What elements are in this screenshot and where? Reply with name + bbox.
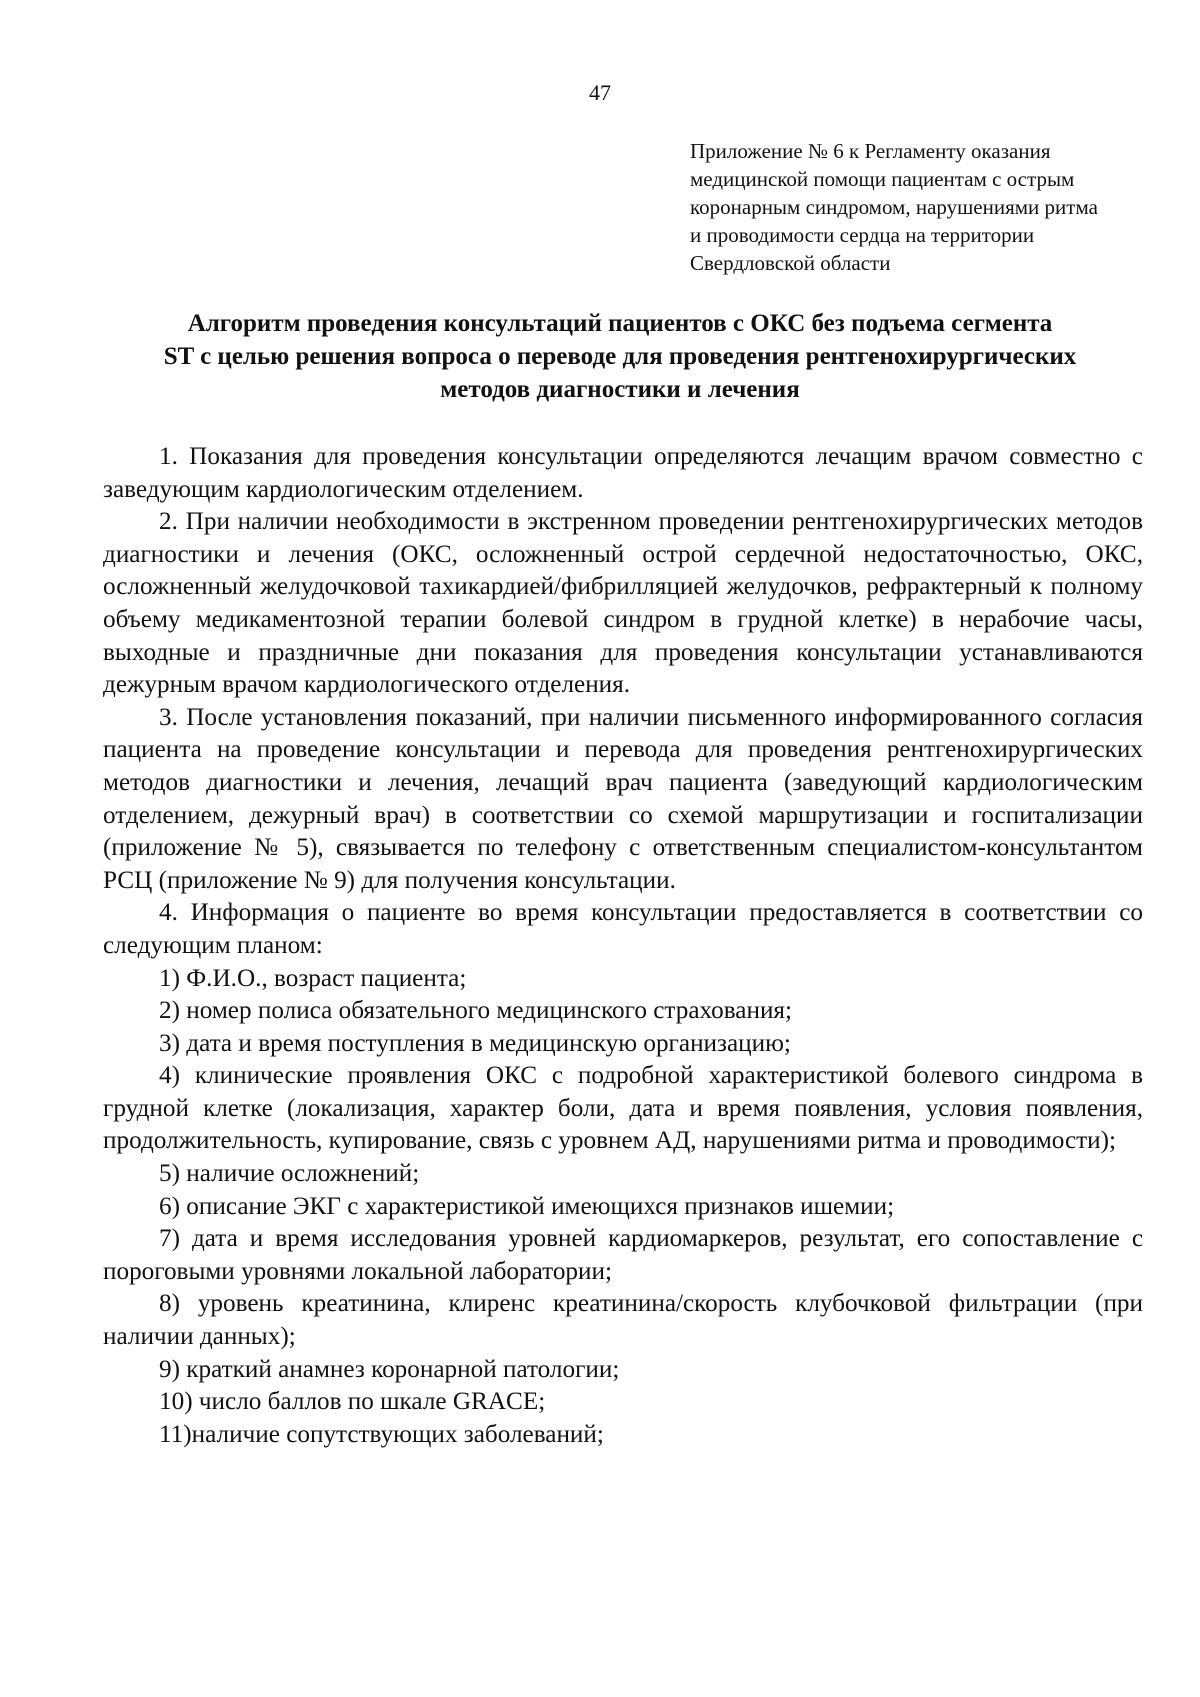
paragraph-3: 3. После установления показаний, при наличии письменного информированного согласия пациента на проведение консультации и перевода для проведения рентгенохирургических методов диагностики и лечения, лечащий врач пациента (заведующий кардиологическим отделением, дежурный врач) в соответствии со схемой маршрутизации и госпитализации (приложение № 5), связывается по телефону с ответственным специалистом-консультантом РСЦ (приложение № 9) для получения консультации.: [103, 703, 1143, 894]
appendix-note-line: и проводимости сердца на территории: [690, 223, 1035, 247]
plan-item-8: 8) уровень креатинина, клиренс креатинина/скорость клубочковой фильтрации (при наличии данных);: [103, 1290, 1143, 1351]
plan-item-4: 4) клинические проявления ОКС с подробной характеристикой болевого синдрома в грудной клетке (локализация, характер боли, дата и время появления, условия появления, продолжительность, купирование, связь с уровнем АД, нарушениями ритма и проводимости);: [103, 1062, 1143, 1155]
document-title-line: Алгоритм проведения консультаций пациентов с ОКС без подъема сегмента: [187, 310, 1053, 337]
plan-item-5: 5) наличие осложнений;: [159, 1160, 420, 1188]
plan-item-6: 6) описание ЭКГ с характеристикой имеющихся признаков ишемии;: [159, 1192, 895, 1220]
appendix-note-line: Приложение № 6 к Регламенту оказания: [690, 139, 1051, 163]
document-body: [103, 441, 1143, 1451]
plan-item-9: 9) краткий анамнез коронарной патологии;: [159, 1355, 620, 1383]
page-number: 47: [589, 80, 611, 105]
document-title-line: ST с целью решения вопроса о переводе для проведения рентгенохирургических: [163, 343, 1077, 370]
appendix-note-line: коронарным синдромом, нарушениями ритма: [690, 195, 1098, 219]
paragraph-4: 4. Информация о пациенте во время консультации предоставляется в соответствии со следующим планом:: [103, 899, 1143, 959]
plan-item-11: 11)наличие сопутствующих заболеваний;: [159, 1420, 604, 1448]
paragraph-2: 2. При наличии необходимости в экстренном проведении рентгенохирургических методов диагностики и лечения (ОКС, осложненный острой сердечной недостаточностью, ОКС, осложненный желудочковой тахикардией/фибрилляцией желудочков, рефрактерный к полному объему медикаментозной терапии болевой синдром в грудной клетке) в нерабочие часы, выходные и праздничные дни показания для проведения консультации устанавливаются дежурным врачом кардиологического отделения.: [103, 508, 1143, 699]
appendix-note-line: медицинской помощи пациентам с острым: [690, 167, 1075, 191]
plan-item-2: 2) номер полиса обязательного медицинского страхования;: [159, 997, 793, 1025]
plan-item-1: 1) Ф.И.О., возраст пациента;: [159, 964, 467, 992]
document-title: [100, 307, 1140, 406]
appendix-note: [690, 137, 1180, 277]
appendix-note-line: Свердловской области: [690, 251, 891, 275]
plan-item-7: 7) дата и время исследования уровней кардиомаркеров, результат, его сопоставление с пороговыми уровнями локальной лаборатории;: [103, 1225, 1143, 1285]
paragraph-1: 1. Показания для проведения консультации определяются лечащим врачом совместно с заведующим кардиологическим отделением.: [103, 443, 1143, 503]
plan-item-3: 3) дата и время поступления в медицинскую организацию;: [159, 1029, 791, 1057]
plan-item-10: 10) число баллов по шкале GRACE;: [159, 1388, 546, 1416]
document-title-line: методов диагностики и лечения: [440, 376, 800, 403]
